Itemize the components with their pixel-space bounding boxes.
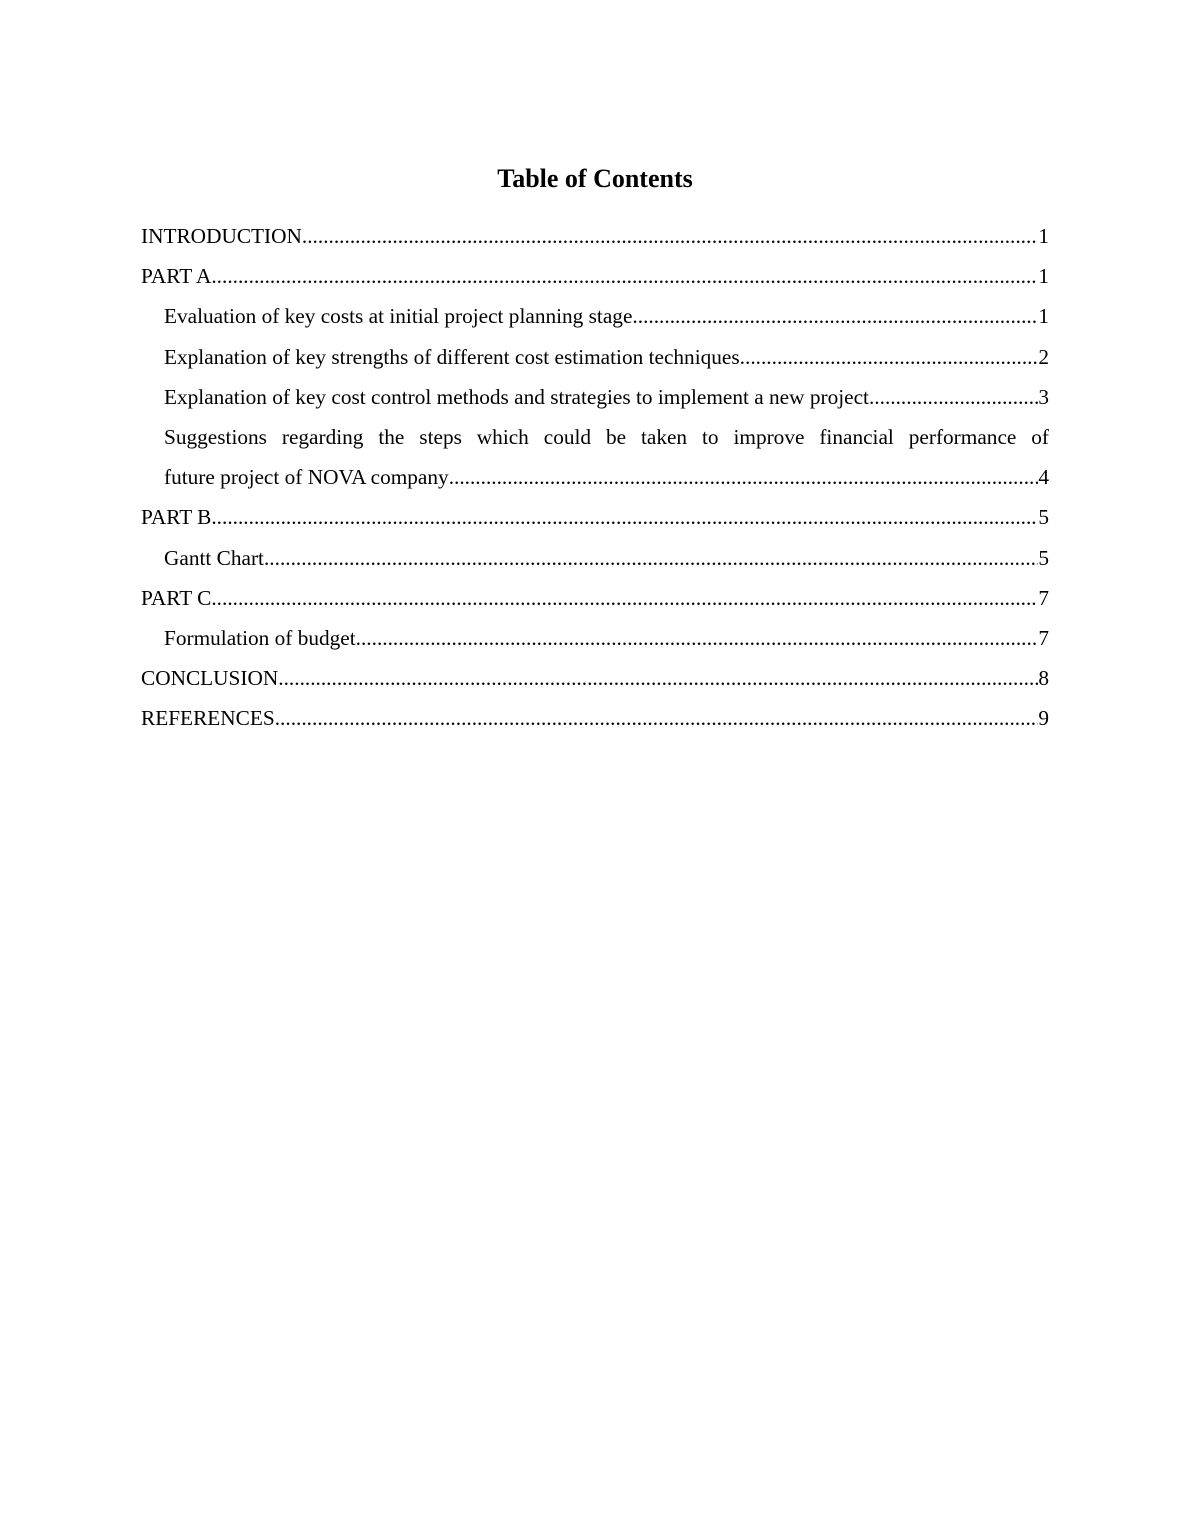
toc-entry-part-b[interactable] [141,497,1049,537]
toc-leader-dots [264,538,1038,578]
toc-entry-label: Formulation of budget [164,618,356,658]
toc-entry-cost-estimation-techniques[interactable] [141,337,1049,377]
toc-page-number: 5 [1038,545,1049,570]
toc-entry-suggestions-financial-performance[interactable] [141,417,1049,497]
toc-entry-cost-control-methods[interactable] [141,377,1049,417]
toc-entry-formulation-of-budget[interactable] [141,618,1049,658]
toc-leader-dots [211,256,1038,296]
toc-leader-dots [869,377,1038,417]
toc-leader-dots [302,216,1038,256]
toc-entry-label: PART B [141,497,211,537]
toc-leader-dots [356,618,1039,658]
toc-leader-dots [211,578,1038,618]
toc-leader-dots [449,457,1039,497]
toc-entry-label-line2: future project of NOVA company [164,457,449,497]
toc-entry-label: Explanation of key cost control methods and strategies to implement a new project [164,377,869,417]
toc-page-number: 7 [1038,626,1049,651]
toc-entry-label: INTRODUCTION [141,216,302,256]
toc-page-number: 3 [1038,384,1049,409]
toc-entry-conclusion[interactable] [141,658,1049,698]
toc-entry-label-line1: Suggestions regarding the steps which could be taken to improve financial performance of [164,425,1049,450]
toc-entry-evaluation-key-costs[interactable] [141,296,1049,336]
toc-page-number: 2 [1038,344,1049,369]
toc-leader-dots [740,337,1039,377]
toc-entry-introduction[interactable] [141,216,1049,256]
toc-page-number: 1 [1038,264,1049,289]
toc-entry-part-a[interactable] [141,256,1049,296]
table-of-contents [141,216,1049,739]
toc-leader-dots [278,658,1038,698]
toc-page-number: 1 [1038,304,1049,329]
toc-entry-label: Gantt Chart [164,538,264,578]
page-title: Table of Contents [497,164,693,193]
toc-entry-label: PART A [141,256,211,296]
toc-page-number: 4 [1038,465,1049,490]
toc-page-number: 5 [1038,505,1049,530]
toc-entry-gantt-chart[interactable] [141,538,1049,578]
toc-page-number: 9 [1038,706,1049,731]
toc-entry-part-c[interactable] [141,578,1049,618]
toc-entry-references[interactable] [141,698,1049,738]
toc-entry-label: Evaluation of key costs at initial project planning stage [164,296,632,336]
toc-leader-dots [632,296,1038,336]
toc-entry-label: Explanation of key strengths of different cost estimation techniques [164,337,740,377]
toc-page-number: 1 [1038,224,1049,248]
toc-page-number: 8 [1038,666,1049,691]
toc-page-number: 7 [1038,585,1049,610]
toc-leader-dots [211,497,1038,537]
toc-entry-label: CONCLUSION [141,658,278,698]
toc-leader-dots [275,698,1039,738]
toc-entry-label: PART C [141,578,211,618]
toc-entry-label: REFERENCES [141,698,275,738]
